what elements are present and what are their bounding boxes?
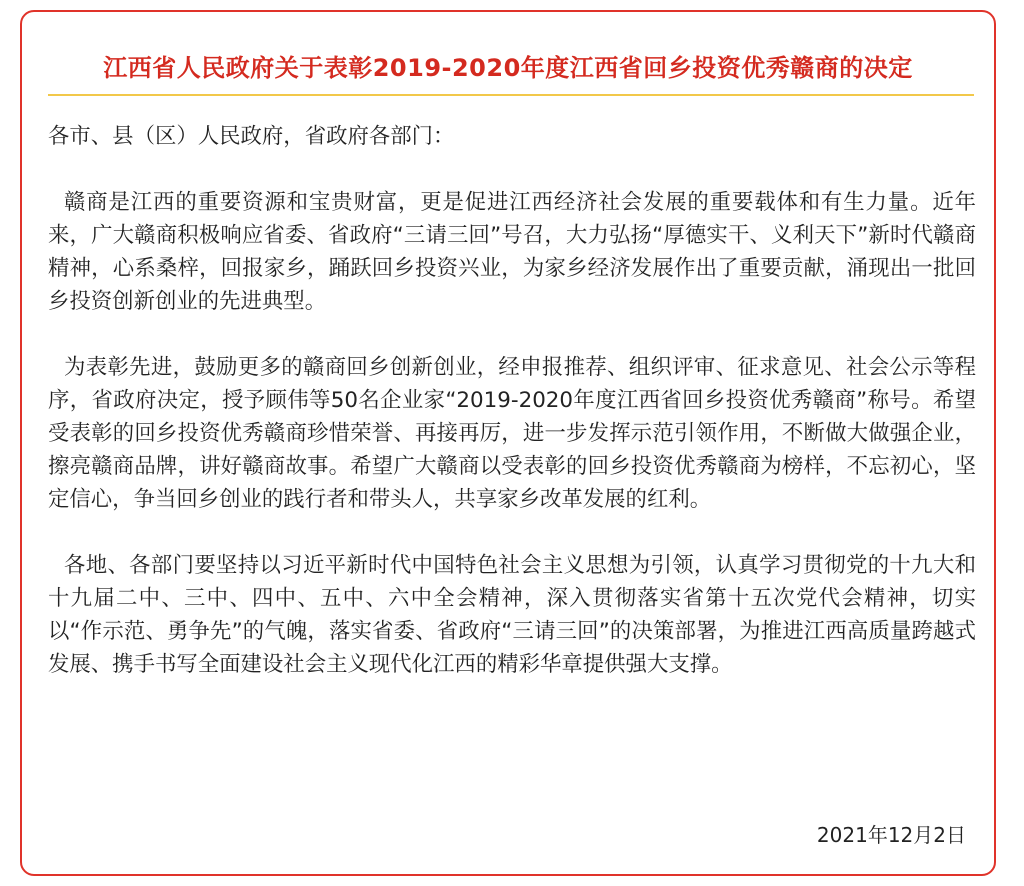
document-title: 江西省人民政府关于表彰2019-2020年度江西省回乡投资优秀赣商的决定 xyxy=(103,54,913,82)
salutation: 各市、县（区）人民政府，省政府各部门： xyxy=(48,124,455,149)
document-date: 2021年12月2日 xyxy=(816,823,966,847)
title-divider xyxy=(48,94,974,96)
paragraph-3: 各地、各部门要坚持以习近平新时代中国特色社会主义思想为引领，认真学习贯彻党的十九大和十九届二中、三中、四中、五中、六中全会精神，深入贯彻落实省第十五次党代会精神，切实以“作示范、勇争先”的气魄，落实省委、省政府“三请三回”的决策部署，为推进江西高质量跨越式发展、携手书写全面建设社会主义现代化江西的精彩华章提供强大支撑。 xyxy=(48,553,976,677)
document-card xyxy=(20,10,996,876)
paragraph-1: 赣商是江西的重要资源和宝贵财富，更是促进江西经济社会发展的重要载体和有生力量。近年来，广大赣商积极响应省委、省政府“三请三回”号召，大力弘扬“厚德实干、义利天下”新时代赣商精神，心系桑梓，回报家乡，踊跃回乡投资兴业，为家乡经济发展作出了重要贡献，涌现出一批回乡投资创新创业的先进典型。 xyxy=(48,190,976,314)
document-body xyxy=(48,120,976,681)
paragraph-2: 为表彰先进，鼓励更多的赣商回乡创新创业，经申报推荐、组织评审、征求意见、社会公示等程序，省政府决定，授予顾伟等50名企业家“2019-2020年度江西省回乡投资优秀赣商”称号。希望受表彰的回乡投资优秀赣商珍惜荣誉、再接再厉，进一步发挥示范引领作用，不断做大做强企业，擦亮赣商品牌，讲好赣商故事。希望广大赣商以受表彰的回乡投资优秀赣商为榜样，不忘初心，坚定信心，争当回乡创业的践行者和带头人，共享家乡改革发展的红利。 xyxy=(48,355,976,512)
